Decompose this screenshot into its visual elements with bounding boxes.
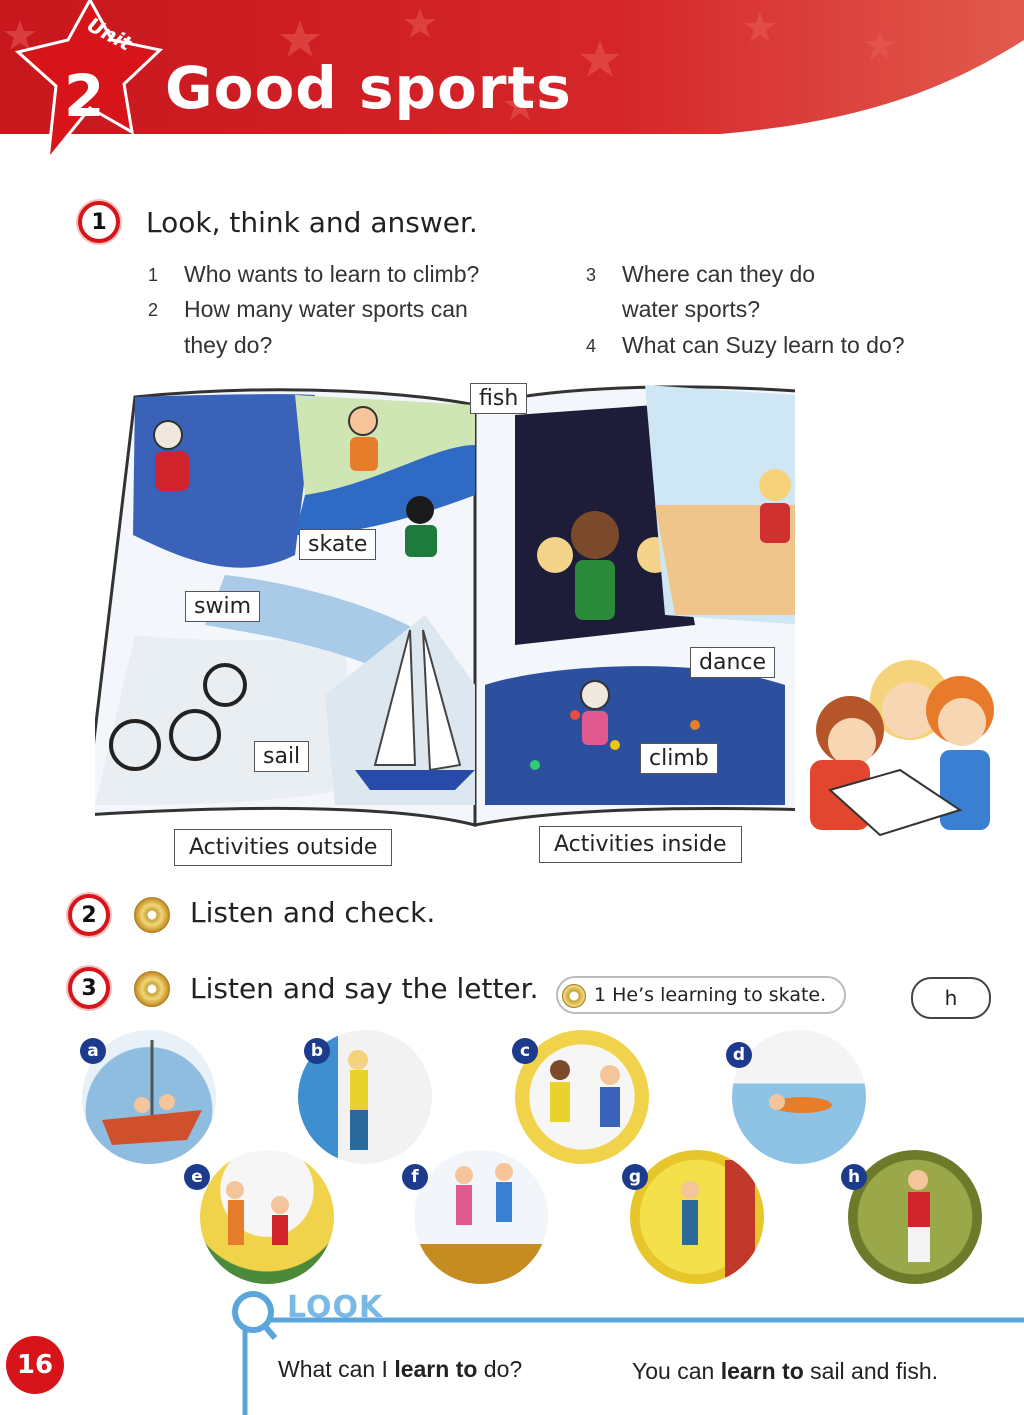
example-number: 1: [594, 984, 607, 1006]
exercise-2-instruction: Listen and check.: [190, 896, 436, 929]
picture-letter-d: d: [726, 1042, 752, 1068]
picture-letter-c: c: [512, 1038, 538, 1064]
question-3-line1: Where can they do: [622, 261, 816, 287]
cd-icon[interactable]: [562, 984, 586, 1008]
exercise-1-instruction: Look, think and answer.: [146, 206, 478, 239]
exercise-3-badge: 3: [68, 967, 110, 1009]
example-speech-bubble: [556, 976, 846, 1014]
exercise-3-instruction: Listen and say the letter.: [190, 972, 539, 1005]
question-2-number: 2: [148, 300, 159, 320]
page-title: Good sports: [165, 54, 572, 122]
example-sentence: He’s learning to skate.: [612, 984, 827, 1006]
cd-icon[interactable]: [134, 971, 170, 1007]
look-question: What can I learn to do?: [278, 1356, 523, 1382]
swimmer-icon: [732, 1030, 866, 1164]
picture-e-fishing[interactable]: [200, 1150, 334, 1284]
label-sail: sail: [254, 741, 309, 772]
exercise-1-badge: 1: [78, 201, 120, 243]
question-1-number: 1: [148, 265, 159, 285]
picture-letter-f: f: [402, 1164, 428, 1190]
unit-number: 2: [64, 62, 105, 130]
label-dance: dance: [690, 647, 775, 678]
unit-label: Unit: [83, 12, 136, 56]
label-fish: fish: [470, 383, 527, 414]
picture-letter-h: h: [841, 1164, 867, 1190]
picture-d-swimming[interactable]: [732, 1030, 866, 1164]
question-4-text: What can Suzy learn to do?: [622, 332, 905, 358]
cd-icon[interactable]: [134, 897, 170, 933]
caption-activities-inside: Activities inside: [539, 826, 742, 863]
fishermen-icon: [200, 1150, 334, 1284]
example-answer-bubble: h: [911, 977, 991, 1019]
question-3-line2: water sports?: [622, 296, 761, 322]
picture-letter-g: g: [622, 1164, 648, 1190]
question-2-line1: How many water sports can: [184, 296, 468, 322]
question-3-number: 3: [586, 265, 597, 285]
label-swim: swim: [185, 591, 260, 622]
picture-h-skating[interactable]: [848, 1150, 982, 1284]
picture-f-dancing[interactable]: [414, 1150, 548, 1284]
label-skate: skate: [299, 529, 376, 560]
label-climb: climb: [640, 743, 718, 774]
look-heading: LOOK: [287, 1290, 384, 1325]
question-2-line2: they do?: [184, 332, 273, 358]
picture-letter-e: e: [184, 1164, 210, 1190]
question-1-text: Who wants to learn to climb?: [184, 261, 480, 287]
caption-activities-outside: Activities outside: [174, 829, 392, 866]
picture-g-climbing[interactable]: [630, 1150, 764, 1284]
exercise-2-badge: 2: [68, 894, 110, 936]
children-reading-illustration: [790, 650, 1000, 840]
page-number: 16: [6, 1336, 64, 1394]
picture-letter-b: b: [304, 1038, 330, 1064]
climber-icon: [630, 1150, 764, 1284]
picture-letter-a: a: [80, 1038, 106, 1064]
skater-icon: [848, 1150, 982, 1284]
look-answer: You can learn to sail and fish.: [632, 1358, 939, 1384]
ballet-dancers-icon: [414, 1150, 548, 1284]
question-4-number: 4: [586, 336, 597, 356]
